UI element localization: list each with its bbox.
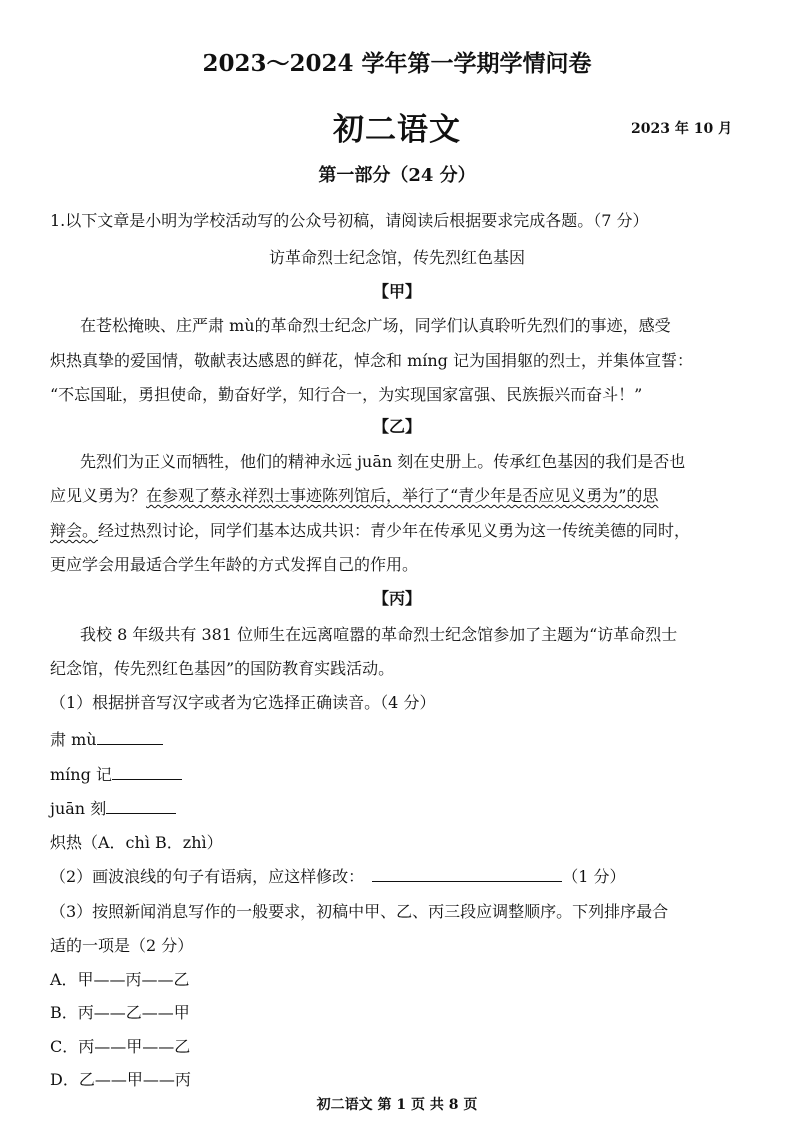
sub-question-2-score: （1 分）: [562, 867, 626, 886]
paragraph-bing-line-1: 我校 8 年级共有 381 位师生在远离喧嚣的革命烈士纪念馆参加了主题为“访革命烈士: [80, 625, 678, 644]
paragraph-yi-label: 【乙】: [372, 417, 421, 436]
paragraph-yi-line-2-plain: 应见义勇为？: [50, 486, 147, 505]
pinyin-item-3: [50, 796, 176, 819]
pinyin-item-3-text: juān 刻: [50, 799, 107, 818]
paragraph-jia-line-2: 炽热真挚的爱国情，敬献表达感恩的鲜花，悼念和 míng 记为国捐躯的烈士，并集体宣誓：: [50, 351, 694, 370]
sub-question-3-prompt-line-2: 适的一项是（2 分）: [50, 936, 194, 955]
pronunciation-choice: 炽热（A．chì B．zhì）: [50, 833, 223, 852]
paragraph-bing-label: 【丙】: [372, 589, 421, 608]
sub-question-2: [50, 864, 625, 887]
paragraph-jia-line-1: 在苍松掩映、庄严肃 mù的革命烈士纪念广场，同学们认真聆听先烈们的事迹，感受: [80, 316, 671, 335]
pinyin-item-2: [50, 762, 182, 785]
page-footer: 初二语文 第 1 页 共 8 页: [316, 1097, 478, 1113]
answer-blank-3[interactable]: [106, 799, 176, 814]
paragraph-bing-line-2: 纪念馆，传先烈红色基因”的国防教育实践活动。: [50, 659, 395, 678]
paragraph-yi-line-3: [50, 518, 690, 541]
paragraph-yi-line-1: 先烈们为正义而牺牲，他们的精神永远 juān 刻在史册上。传承红色基因的我们是否也: [80, 452, 686, 471]
wavy-sentence-part-2: 辩会。: [50, 521, 99, 540]
exam-title: 2023～2024 学年第一学期学情问卷: [202, 50, 592, 77]
answer-blank-1[interactable]: [97, 730, 163, 745]
pinyin-item-1: [50, 727, 163, 750]
sub-question-2-prompt: （2）画波浪线的句子有语病，应这样修改：: [50, 867, 365, 886]
option-a[interactable]: A．甲——丙——乙: [50, 970, 190, 989]
subject-title: 初二语文: [333, 112, 461, 148]
question-1-prompt: 1.以下文章是小明为学校活动写的公众号初稿，请阅读后根据要求完成各题。（7 分）: [50, 211, 649, 230]
pinyin-item-1-text: 肃 mù: [50, 730, 97, 749]
option-d[interactable]: D．乙——甲——丙: [50, 1070, 191, 1089]
wavy-sentence-part-1: 在参观了蔡永祥烈士事迹陈列馆后，举行了“青少年是否应见义勇为”的思: [146, 486, 659, 505]
exam-date: 2023 年 10 月: [631, 121, 733, 137]
paragraph-yi-line-4: 更应学会用最适合学生年龄的方式发挥自己的作用。: [50, 555, 419, 574]
sub-question-3-prompt-line-1: （3）按照新闻消息写作的一般要求，初稿中甲、乙、丙三段应调整顺序。下列排序最合: [50, 902, 669, 921]
option-b[interactable]: B．丙——乙——甲: [50, 1003, 190, 1022]
article-title: 访革命烈士纪念馆，传先烈红色基因: [268, 248, 525, 267]
paragraph-yi-line-3-plain: 经过热烈讨论，同学们基本达成共识：青少年在传承见义勇为这一传统美德的同时，: [98, 521, 691, 540]
pinyin-item-2-text: míng 记: [50, 765, 112, 784]
answer-blank-2[interactable]: [112, 765, 182, 780]
option-c[interactable]: C．丙——甲——乙: [50, 1037, 191, 1056]
paragraph-yi-line-2: [50, 483, 658, 506]
sub-question-1-prompt: （1）根据拼音写汉字或者为它选择正确读音。（4 分）: [50, 693, 436, 712]
paragraph-jia-label: 【甲】: [372, 282, 421, 301]
correction-answer-blank[interactable]: [372, 867, 562, 882]
section-title: 第一部分（24 分）: [318, 165, 476, 186]
paragraph-jia-line-3: “不忘国耻，勇担使命，勤奋好学，知行合一，为实现国家富强、民族振兴而奋斗！”: [50, 385, 643, 404]
